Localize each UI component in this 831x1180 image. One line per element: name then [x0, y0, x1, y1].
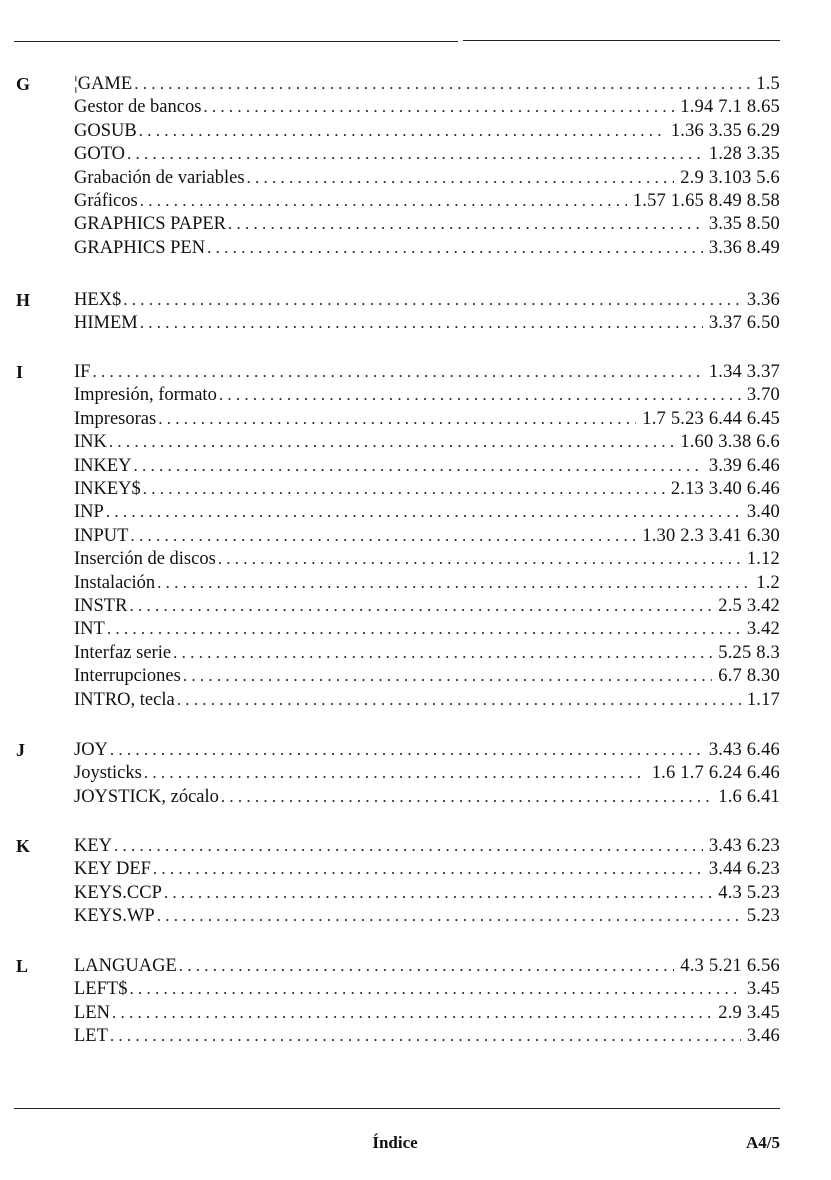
dot-leader [247, 166, 675, 190]
entry-term: JOY [74, 740, 108, 760]
entry-pages: 5.23 [746, 906, 780, 927]
entry-pages: 3.36 8.49 [708, 237, 780, 258]
dot-leader [158, 407, 636, 431]
dot-leader [183, 664, 712, 688]
dot-leader [107, 617, 741, 641]
entry-pages: 3.40 [746, 502, 780, 523]
index-entry [74, 477, 780, 501]
dot-leader [92, 360, 702, 384]
index-entry [74, 454, 780, 478]
entry-pages: 1.12 [746, 549, 780, 570]
dot-leader [134, 72, 750, 96]
entry-pages: 3.44 6.23 [708, 859, 780, 880]
entry-pages: 1.6 6.41 [718, 786, 780, 807]
index-entry [74, 360, 780, 384]
entry-term: Inserción de discos [74, 549, 216, 570]
entry-pages: 3.43 6.23 [708, 836, 780, 856]
index-entry [74, 904, 780, 928]
section-letter: J [16, 740, 25, 760]
entry-pages: 3.45 [746, 979, 780, 1000]
section-letter: I [16, 362, 24, 382]
entry-term: INK [74, 432, 107, 453]
index-entry [74, 383, 780, 407]
entry-term: ¦GAME [74, 74, 133, 94]
footer-page-number: A4/5 [746, 1133, 780, 1152]
entry-term: Joysticks [74, 763, 142, 784]
section-letter: K [16, 836, 31, 856]
entry-pages: 1.60 3.38 6.6 [680, 432, 780, 453]
entry-pages: 3.70 [746, 385, 780, 406]
entry-pages: 2.13 3.40 6.46 [670, 479, 780, 499]
entry-pages: 3.39 6.46 [708, 455, 780, 476]
section-letter: G [16, 74, 31, 94]
entry-term: Grabación de variables [74, 167, 245, 188]
index-entry [74, 857, 780, 881]
dot-leader [219, 383, 741, 407]
dot-leader [109, 430, 674, 454]
index-entry [74, 834, 780, 858]
dot-leader [140, 189, 627, 213]
entry-term: LEFT$ [74, 979, 128, 1000]
entry-pages: 2.9 3.45 [718, 1002, 780, 1023]
top-rule-left [14, 41, 458, 42]
entry-term: INPUT [74, 525, 129, 546]
dot-leader [112, 1001, 712, 1025]
entry-term: KEYS.CCP [74, 882, 162, 903]
entry-term: HIMEM [74, 313, 138, 334]
index-entry [74, 142, 780, 166]
index-entry [74, 761, 780, 785]
index-entry [74, 977, 780, 1001]
entry-term: INT [74, 619, 105, 640]
entry-term: LANGUAGE [74, 956, 177, 976]
dot-leader [129, 977, 740, 1001]
index-entry [74, 785, 780, 809]
dot-leader [140, 311, 703, 335]
dot-leader [207, 236, 703, 260]
index-entry [74, 407, 780, 431]
index-entry [74, 954, 780, 978]
dot-leader [218, 547, 741, 571]
entry-pages: 1.6 1.7 6.24 6.46 [651, 763, 780, 784]
dot-leader [157, 571, 750, 595]
index-entry [74, 311, 780, 335]
entry-pages: 1.7 5.23 6.44 6.45 [642, 408, 780, 429]
index-entry [74, 1001, 780, 1025]
entry-term: Impresión, formato [74, 385, 217, 406]
dot-leader [106, 500, 741, 524]
index-entry [74, 95, 780, 119]
index-entry [74, 288, 780, 312]
entry-pages: 1.34 3.37 [708, 362, 780, 382]
index-entry [74, 166, 780, 190]
entry-term: INKEY$ [74, 479, 141, 499]
entry-pages: 1.94 7.1 8.65 [680, 97, 780, 118]
entry-term: Interrupciones [74, 666, 181, 687]
entry-pages: 3.35 8.50 [708, 214, 780, 235]
entry-term: Impresoras [74, 408, 157, 429]
bottom-rule [14, 1108, 780, 1109]
entry-pages: 3.46 [746, 1026, 780, 1047]
entry-pages: 1.30 2.3 3.41 6.30 [642, 525, 780, 546]
index-entry [74, 212, 780, 236]
dot-leader [110, 1024, 741, 1048]
entry-term: INTRO, tecla [74, 689, 175, 710]
index-entry [74, 430, 780, 454]
entry-pages: 2.9 3.103 5.6 [680, 167, 780, 188]
index-entry [74, 571, 780, 595]
entry-term: Gráficos [74, 191, 138, 211]
entry-term: LEN [74, 1002, 110, 1023]
index-entry [74, 524, 780, 548]
entry-term: GOSUB [74, 120, 137, 141]
entry-pages: 3.37 6.50 [708, 313, 780, 334]
entry-pages: 5.25 8.3 [718, 642, 780, 663]
entry-pages: 3.43 6.46 [708, 740, 780, 760]
entry-term: GRAPHICS PEN [74, 237, 206, 258]
entry-term: Instalación [74, 572, 156, 593]
entry-term: INP [74, 502, 104, 523]
dot-leader [123, 288, 741, 312]
entry-term: KEY [74, 836, 113, 856]
index-entry [74, 189, 780, 213]
entry-pages: 1.36 3.35 6.29 [670, 120, 780, 141]
dot-leader [157, 904, 741, 928]
entry-term: INSTR [74, 596, 128, 616]
dot-leader [221, 785, 712, 809]
dot-leader [228, 212, 703, 236]
entry-pages: 1.5 [756, 74, 780, 94]
dot-leader [143, 477, 665, 501]
entry-pages: 4.3 5.23 [718, 882, 780, 903]
footer-title: Índice [372, 1133, 418, 1152]
entry-term: INKEY [74, 455, 132, 476]
dot-leader [179, 954, 675, 978]
entry-term: LET [74, 1026, 108, 1047]
dot-leader [203, 95, 674, 119]
dot-leader [173, 641, 712, 665]
top-rule-right [463, 40, 780, 41]
dot-leader [139, 119, 665, 143]
index-entry [74, 500, 780, 524]
entry-pages: 1.17 [746, 689, 780, 710]
entry-term: GOTO [74, 144, 126, 165]
dot-leader [134, 454, 703, 478]
index-entry [74, 236, 780, 260]
index-entry [74, 119, 780, 143]
entry-pages: 6.7 8.30 [718, 666, 780, 687]
entry-pages: 1.57 1.65 8.49 8.58 [632, 191, 780, 211]
section-letter: L [16, 956, 29, 976]
index-entry [74, 738, 780, 762]
index-entry [74, 617, 780, 641]
entry-term: KEY DEF [74, 859, 151, 880]
entry-term: IF [74, 362, 91, 382]
entry-pages: 3.42 [746, 619, 780, 640]
entry-pages: 4.3 5.21 6.56 [680, 956, 780, 976]
entry-pages: 3.36 [746, 290, 780, 310]
dot-leader [129, 594, 712, 618]
dot-leader [110, 738, 703, 762]
index-entry [74, 641, 780, 665]
index-entry [74, 881, 780, 905]
dot-leader [153, 857, 703, 881]
index-entry [74, 594, 780, 618]
entry-pages: 1.2 [756, 572, 780, 593]
index-entry [74, 664, 780, 688]
dot-leader [127, 142, 703, 166]
index-entry [74, 72, 780, 96]
dot-leader [177, 688, 741, 712]
dot-leader [144, 761, 646, 785]
section-letter: H [16, 290, 31, 310]
index-entry [74, 547, 780, 571]
index-entry [74, 688, 780, 712]
entry-term: HEX$ [74, 290, 122, 310]
dot-leader [130, 524, 636, 548]
dot-leader [114, 834, 703, 858]
entry-term: GRAPHICS PAPER [74, 214, 227, 235]
entry-term: Gestor de bancos [74, 97, 202, 118]
entry-term: Interfaz serie [74, 642, 172, 663]
entry-pages: 2.5 3.42 [718, 596, 780, 616]
entry-pages: 1.28 3.35 [708, 144, 780, 165]
index-entry [74, 1024, 780, 1048]
dot-leader [164, 881, 712, 905]
entry-term: KEYS.WP [74, 906, 155, 927]
entry-term: JOYSTICK, zócalo [74, 786, 219, 807]
